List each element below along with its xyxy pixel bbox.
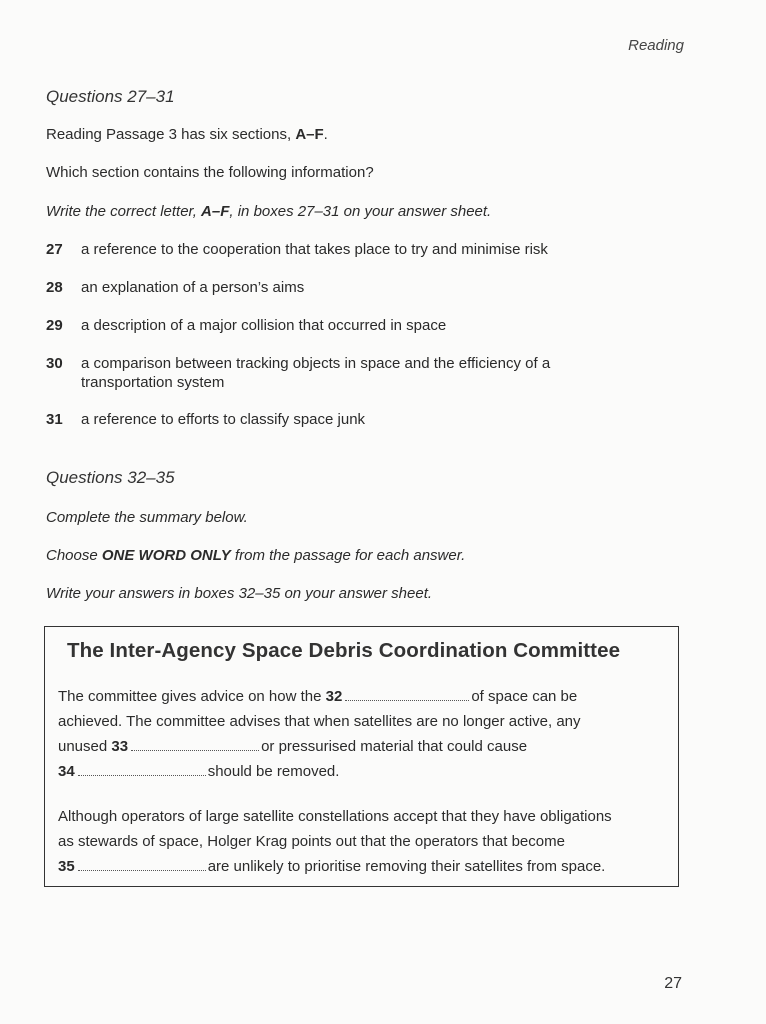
question-number: 30: [46, 355, 63, 372]
instruction-complete: Complete the summary below.: [46, 509, 248, 526]
intro-prefix: Reading Passage 3 has six sections,: [46, 126, 296, 143]
summary-line: as stewards of space, Holger Krag points out that the operators that become: [58, 833, 565, 850]
running-head: Reading: [628, 37, 684, 54]
summary-text: unused: [58, 738, 112, 755]
questions-32-35-heading: Questions 32–35: [46, 468, 175, 487]
summary-text: are unlikely to prioritise removing their satellites from space.: [207, 858, 606, 875]
question-number: 28: [46, 279, 63, 296]
summary-line: [58, 763, 668, 780]
summary-line: [58, 738, 668, 755]
answer-gap-32[interactable]: [345, 698, 469, 701]
gap-number-33: 33: [111, 738, 129, 755]
gap-number-34: 34: [58, 763, 75, 780]
word-limit-suffix: from the passage for each answer.: [230, 547, 466, 564]
instruction-prefix: Write the correct letter,: [46, 203, 202, 220]
question-text: a reference to efforts to classify space junk: [81, 411, 366, 428]
summary-title: The Inter-Agency Space Debris Coordination Committee: [67, 639, 621, 662]
summary-line: [58, 688, 668, 705]
instruction-letters-bold: A–F: [201, 203, 230, 220]
summary-text: should be removed.: [207, 763, 340, 780]
answer-gap-33[interactable]: [131, 748, 259, 751]
page-number: 27: [664, 975, 682, 992]
question-number: 31: [46, 411, 63, 428]
question-text: an explanation of a person’s aims: [81, 279, 305, 296]
summary-text: The committee gives advice on how the: [58, 688, 326, 705]
intro-sentence: [46, 126, 328, 143]
summary-box: [44, 626, 679, 887]
summary-text: of space can be: [471, 688, 578, 705]
summary-line: [58, 858, 668, 875]
question-text: a reference to the cooperation that takes place to try and minimise risk: [81, 241, 548, 258]
question-text: a description of a major collision that occurred in space: [81, 317, 447, 334]
answer-gap-34[interactable]: [78, 773, 206, 776]
summary-line: achieved. The committee advises that when satellites are no longer active, any: [58, 713, 581, 730]
question-number: 27: [46, 241, 63, 258]
instruction-answer-boxes: Write your answers in boxes 32–35 on your answer sheet.: [46, 585, 433, 602]
question-number: 29: [46, 317, 63, 334]
gap-number-32: 32: [325, 688, 343, 705]
word-limit-bold: ONE WORD ONLY: [101, 547, 231, 564]
answer-gap-35[interactable]: [78, 868, 206, 871]
instruction-suffix: , in boxes 27–31 on your answer sheet.: [229, 203, 492, 220]
instruction-word-limit: [46, 547, 465, 564]
instruction-letters: [46, 203, 491, 220]
intro-letters: A–F: [295, 126, 324, 143]
gap-number-35: 35: [58, 858, 75, 875]
summary-text: or pressurised material that could cause: [261, 738, 528, 755]
question-text: a comparison between tracking objects in space and the efficiency of a transportation system: [81, 355, 551, 391]
summary-line: Although operators of large satellite constellations accept that they have obligations: [58, 808, 612, 825]
word-limit-prefix: Choose: [46, 547, 102, 564]
question-prompt: Which section contains the following information?: [46, 164, 374, 181]
questions-27-31-heading: Questions 27–31: [46, 87, 175, 106]
intro-suffix: .: [323, 126, 328, 143]
